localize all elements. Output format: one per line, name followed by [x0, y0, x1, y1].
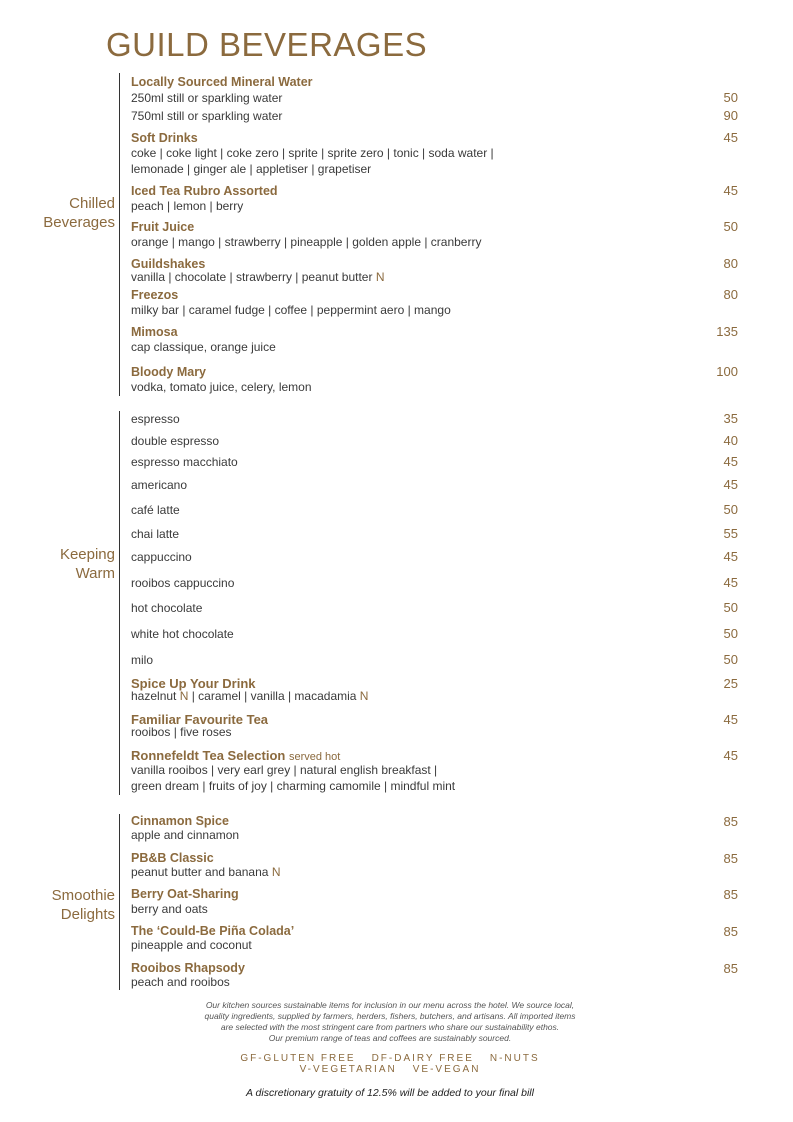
item-name: Rooibos Rhapsody [131, 961, 245, 975]
item-description: green dream | fruits of joy | charming camomile | mindful mint [131, 779, 456, 793]
item-price: 80 [723, 256, 738, 271]
item-name: Freezos [131, 288, 179, 302]
item-name: The ‘Could-Be Piña Colada’ [131, 924, 295, 938]
item-description: vanilla rooibos | very earl grey | natural english breakfast | [131, 763, 438, 777]
item-description: peach and rooibos [131, 975, 230, 989]
item-description: 250ml still or sparkling water [131, 91, 283, 105]
item-description: orange | mango | strawberry | pineapple | golden apple | cranberry [131, 235, 482, 249]
item-name: hot chocolate [131, 601, 203, 615]
item-description: milky bar | caramel fudge | coffee | peppermint aero | mango [131, 303, 451, 317]
section-label-chilled: Chilled Beverages [43, 195, 115, 231]
item-name: Mimosa [131, 325, 178, 339]
gratuity-note: A discretionary gratuity of 12.5% will be added to your final bill [246, 1087, 534, 1099]
item-price: 90 [723, 108, 738, 123]
item-name: Berry Oat-Sharing [131, 887, 239, 901]
item-name: café latte [131, 503, 180, 517]
item-description: pineapple and coconut [131, 938, 252, 952]
section-divider-line [119, 411, 120, 795]
item-price: 135 [716, 324, 738, 339]
item-name: Spice Up Your Drink [131, 676, 256, 691]
item-price: 50 [723, 600, 738, 615]
item-name: Soft Drinks [131, 131, 198, 145]
item-name: espresso [131, 412, 180, 426]
item-description: rooibos | five roses [131, 725, 232, 739]
section-label-warm: Keeping Warm [59, 546, 115, 582]
item-price: 85 [723, 961, 738, 976]
item-price: 80 [723, 287, 738, 302]
item-price: 45 [723, 549, 738, 564]
item-name: Bloody Mary [131, 365, 207, 379]
item-name: Familiar Favourite Tea [131, 712, 269, 727]
item-name: americano [131, 478, 188, 492]
item-price: 45 [723, 477, 738, 492]
item-name: chai latte [131, 527, 180, 541]
item-name: cappuccino [131, 550, 192, 564]
item-note: served hot [288, 751, 341, 763]
dietary-legend: GF-GLUTEN FREE DF-DAIRY FREE N-NUTS V-VEGETARIAN VE-VEGAN [240, 1053, 540, 1075]
item-price: 25 [723, 676, 738, 691]
item-price: 50 [723, 90, 738, 105]
item-description: peach | lemon | berry [131, 199, 244, 213]
item-description: coke | coke light | coke zero | sprite | sprite zero | tonic | soda water | [131, 146, 494, 160]
item-name: PB&B Classic [131, 851, 214, 865]
item-price: 35 [723, 411, 738, 426]
item-description: hazelnut N | caramel | vanilla | macadamia N [131, 689, 369, 703]
item-description: berry and oats [131, 902, 208, 916]
item-price: 45 [723, 712, 738, 727]
item-price: 55 [723, 526, 738, 541]
item-description: apple and cinnamon [131, 828, 240, 842]
item-price: 45 [723, 575, 738, 590]
item-price: 40 [723, 433, 738, 448]
nut-indicator: N [271, 865, 281, 879]
item-price: 50 [723, 652, 738, 667]
item-name: Ronnefeldt Tea Selection served hot [131, 748, 341, 763]
section-divider-line [119, 73, 120, 396]
item-price: 50 [723, 502, 738, 517]
item-description: vanilla | chocolate | strawberry | peanut butter N [131, 270, 385, 284]
item-name: double espresso [131, 434, 220, 448]
item-price: 45 [723, 454, 738, 469]
item-price: 45 [723, 748, 738, 763]
page-title: GUILD BEVERAGES [106, 26, 428, 63]
section-divider-line [119, 814, 120, 990]
item-name: Locally Sourced Mineral Water [131, 75, 313, 89]
nut-indicator: N [359, 689, 369, 703]
item-name: espresso macchiato [131, 455, 238, 469]
item-price: 50 [723, 626, 738, 641]
item-price: 85 [723, 887, 738, 902]
item-description: vodka, tomato juice, celery, lemon [131, 380, 312, 394]
item-name: Iced Tea Rubro Assorted [131, 184, 278, 198]
nut-indicator: N [179, 689, 189, 703]
nut-indicator: N [375, 270, 385, 284]
item-description: lemonade | ginger ale | appletiser | grapetiser [131, 162, 372, 176]
item-description: 750ml still or sparkling water [131, 109, 283, 123]
sustainability-note: Our kitchen sources sustainable items for inclusion in our menu across the hotel. We source local, quality ingredients, supplied by farmers, herders, fishers, butchers, and artisans. All imported items are selected with the most stringent care from partners who share our sustainability ethos. Our premium range of teas and coffees are sustainably sourced. [204, 1000, 576, 1043]
section-label-smoothie: Smoothie Delights [51, 887, 115, 923]
item-name: rooibos cappuccino [131, 576, 235, 590]
item-name: Cinnamon Spice [131, 814, 229, 828]
item-price: 45 [723, 130, 738, 145]
item-price: 50 [723, 219, 738, 234]
item-name: milo [131, 653, 154, 667]
item-price: 85 [723, 851, 738, 866]
item-price: 100 [716, 364, 738, 379]
item-description: peanut butter and banana N [131, 865, 281, 879]
item-name: white hot chocolate [131, 627, 234, 641]
item-price: 45 [723, 183, 738, 198]
item-price: 85 [723, 924, 738, 939]
item-name: Guildshakes [131, 257, 206, 271]
item-price: 85 [723, 814, 738, 829]
item-description: cap classique, orange juice [131, 340, 276, 354]
item-name: Fruit Juice [131, 220, 195, 234]
